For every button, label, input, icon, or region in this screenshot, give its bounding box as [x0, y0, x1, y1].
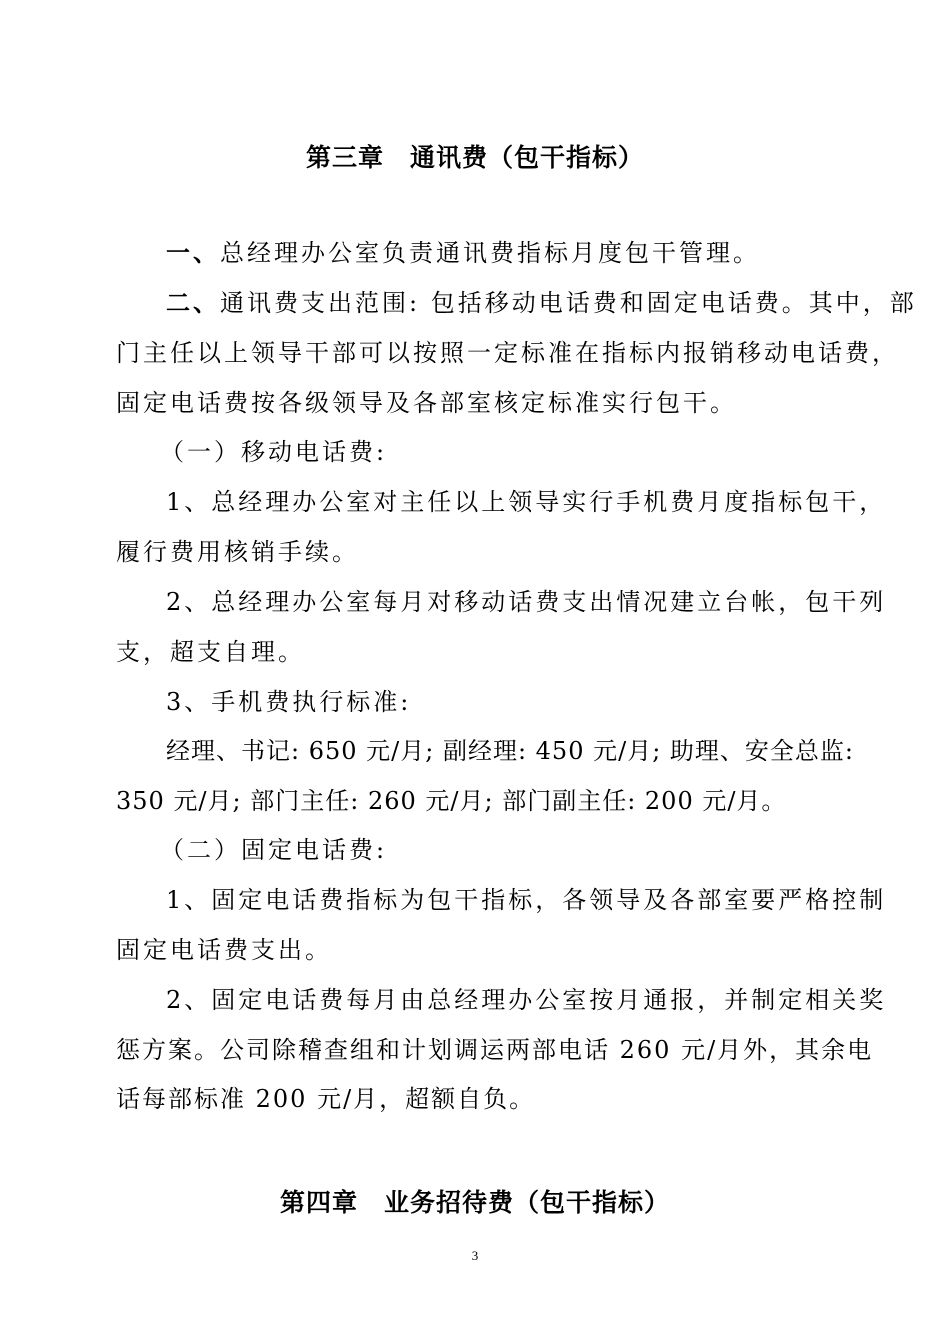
- section-2-item-2-line-3: 话每部标准 200 元/月，超额自负。: [116, 1085, 536, 1113]
- section-1-item-1-line-2: 履行费用核销手续。: [116, 538, 359, 566]
- section-2-item-2-line-2: 惩方案。公司除稽查组和计划调运两部电话 260 元/月外，其余电: [116, 1036, 874, 1064]
- section-1-item-3-line-1: 3、手机费执行标准:: [166, 688, 412, 716]
- paragraph-2-number: 二、: [166, 288, 220, 317]
- paragraph-1: [166, 237, 760, 269]
- section-1-title: （一）移动电话费:: [160, 438, 388, 466]
- chapter-3-title: 第三章 通讯费（包干指标）: [305, 143, 644, 172]
- paragraph-2-text-line-1: 通讯费支出范围: 包括移动电话费和固定电话费。其中，部: [220, 289, 917, 317]
- paragraph-1-text: 总经理办公室负责通讯费指标月度包干管理。: [220, 239, 760, 267]
- section-2-item-1-line-1: 1、固定电话费指标为包干指标，各领导及各部室要严格控制: [166, 886, 887, 914]
- paragraph-2-line-2: 门主任以上领导干部可以按照一定标准在指标内报销移动电话费，: [116, 339, 899, 367]
- paragraph-1-number: 一、: [166, 238, 220, 267]
- paragraph-2-line-3: 固定电话费按各级领导及各部室核定标准实行包干。: [116, 389, 737, 417]
- section-2-title: （二）固定电话费:: [160, 836, 388, 864]
- paragraph-2-line-1: [166, 287, 917, 319]
- section-1-item-2-line-1: 2、总经理办公室每月对移动话费支出情况建立台帐，包干列: [166, 588, 887, 616]
- section-1-item-2-line-2: 支，超支自理。: [116, 638, 305, 666]
- chapter-4-title: 第四章 业务招待费（包干指标）: [279, 1188, 670, 1217]
- section-1-item-3-line-2: 经理、书记: 650 元/月; 副经理: 450 元/月; 助理、安全总监:: [166, 737, 854, 765]
- section-1-item-1-line-1: 1、总经理办公室对主任以上领导实行手机费月度指标包干，: [166, 488, 887, 516]
- section-2-item-1-line-2: 固定电话费支出。: [116, 936, 332, 964]
- section-1-item-3-line-3: 350 元/月; 部门主任: 260 元/月; 部门副主任: 200 元/月。: [116, 787, 787, 815]
- page-number: 3: [471, 1248, 479, 1263]
- section-2-item-2-line-1: 2、固定电话费每月由总经理办公室按月通报，并制定相关奖: [166, 986, 887, 1014]
